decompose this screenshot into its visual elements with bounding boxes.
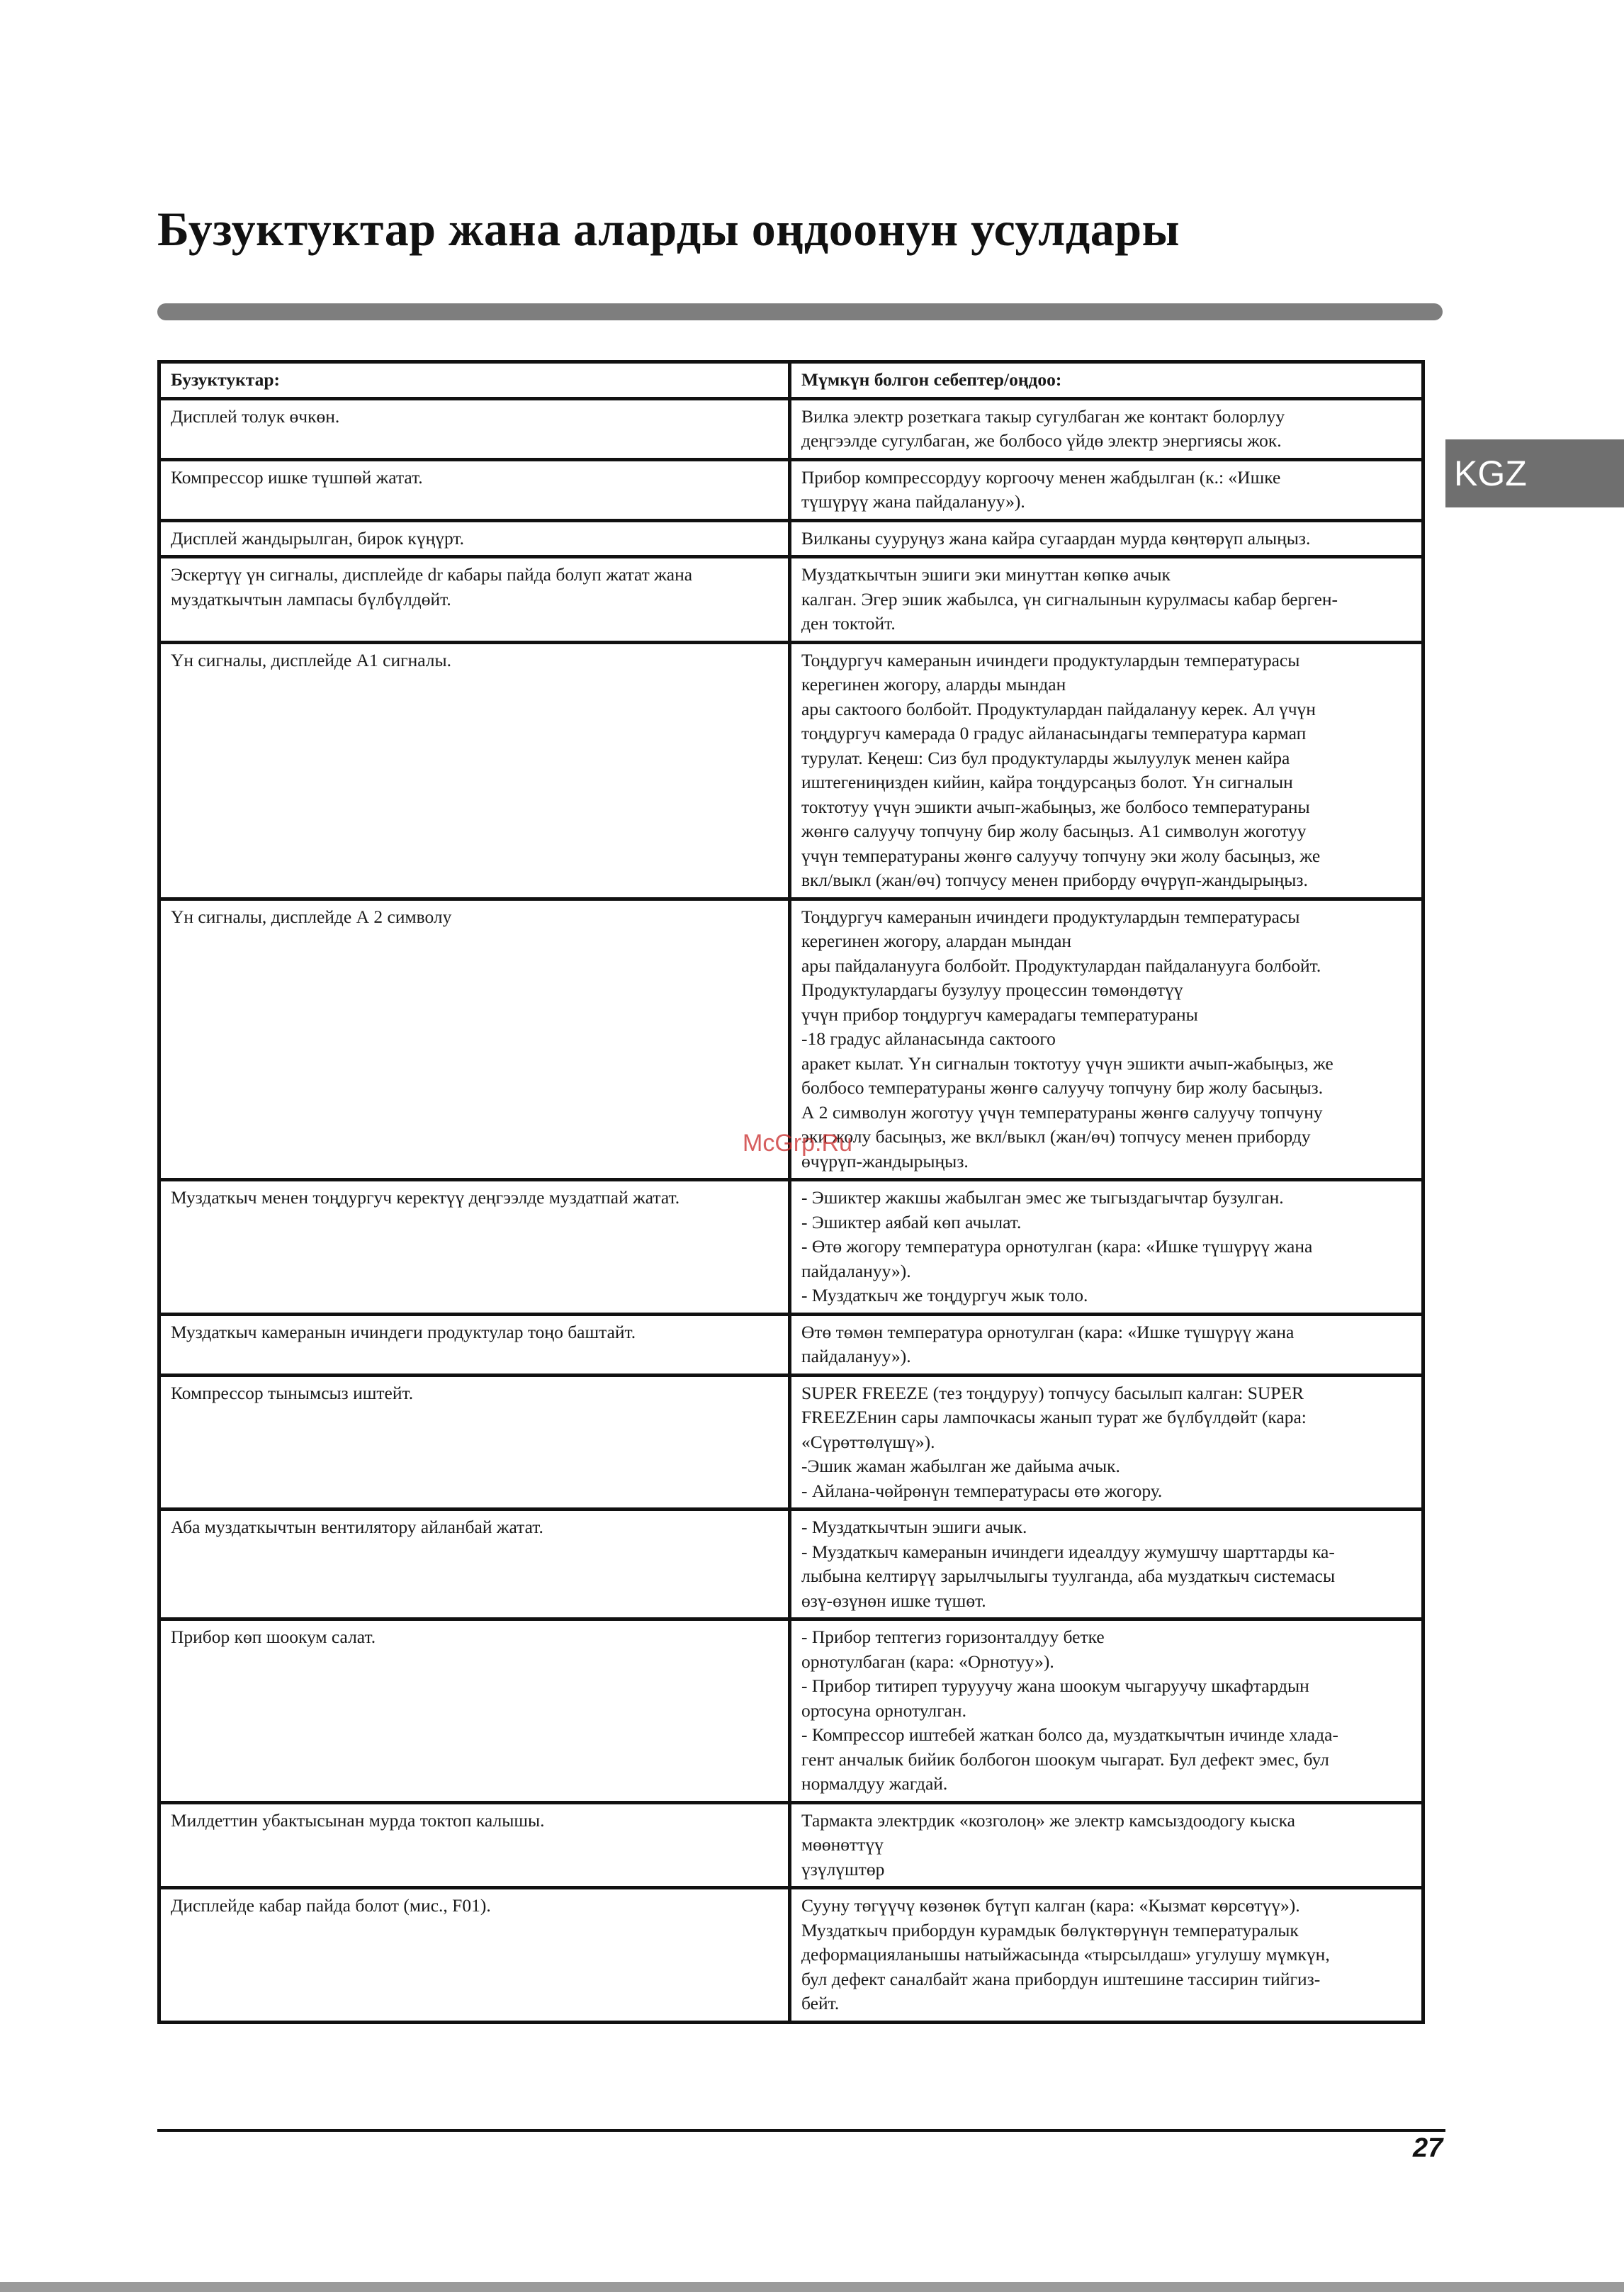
solution-cell: Тармакта электрдик «козголоң» же электр камсыздоодогу кыска мөөнөттүү үзүлүштөр: [790, 1802, 1423, 1888]
table-row: [159, 557, 1423, 643]
table-row: [159, 642, 1423, 899]
table-row: [159, 1619, 1423, 1803]
table-header-row: [159, 362, 1423, 399]
problem-cell: Муздаткыч камеранын ичиндеги продуктулар тоңо баштайт.: [159, 1314, 790, 1375]
solution-cell: Өтө төмөн температура орнотулган (кара: «Ишке түшүрүү жана пайдалануу»).: [790, 1314, 1423, 1375]
solution-cell: SUPER FREEZE (тез тоңдуруу) топчусу басылып калган: SUPER FREEZEнин сары лампочкасы жанып турат же бүлбүлдөйт (кара: «Сүрөттөлүшү»). -Эшик жаман жабылган же дайыма ачык. - Айлана-чөйрөнүн температурасы өтө жогору.: [790, 1375, 1423, 1510]
problem-cell: Үн сигналы, дисплейде А 2 символу: [159, 899, 790, 1180]
solution-cell: - Эшиктер жакшы жабылган эмес же тыгыздагычтар бузулган. - Эшиктер аябай көп ачылат. - Өтө жогору температура орнотулган (кара: «Ишке түшүрүү жана пайдалануу»). - Муздаткыч же тоңдургуч жык толо.: [790, 1180, 1423, 1315]
table-row: [159, 1888, 1423, 2023]
problem-cell: Эскертүү үн сигналы, дисплейде dr кабары пайда болуп жатат жана муздаткычтын лампасы бүлбүлдөйт.: [159, 557, 790, 643]
solution-cell: - Муздаткычтын эшиги ачык. - Муздаткыч камеранын ичиндеги идеалдуу жумушчу шарттарды ка- лыбына келтирүү зарылчылыгы туулганда, аба муздаткыч системасы өзү-өзүнөн ишке түшөт.: [790, 1510, 1423, 1619]
solution-cell: Вилканы сууруңуз жана кайра сугаардан мурда көңтөрүп алыңыз.: [790, 520, 1423, 557]
troubleshooting-table: [157, 360, 1425, 2024]
solution-cell: Тоңдургуч камеранын ичиндеги продуктулардын температурасы керегинен жогору, алардан мындан ары пайдаланууга болбойт. Продуктулардан пайдаланууга болбойт. Продуктулардагы бузулуу процессин төмөндөтүү үчүн прибор тоңдургуч камерадагы температураны -18 градус айланасында сактоого аракет кылат. Үн сигналын токтотуу үчүн эшикти ачып-жабыңыз, же болбосо температураны жөнгө салуучу топчуну бир жолу басыңыз. А 2 символун жоготуу үчүн температураны жөнгө салуучу топчуну эки жолу басыңыз, же вкл/выкл (жан/өч) топчусу менен приборду өчүрүп-жандырыңыз.: [790, 899, 1423, 1180]
scan-edge: [0, 2282, 1624, 2292]
table-row: [159, 1314, 1423, 1375]
table-row: [159, 1510, 1423, 1619]
table-row: [159, 520, 1423, 557]
footer-rule: [157, 2129, 1445, 2132]
language-tab: KGZ: [1445, 439, 1624, 507]
table-row: [159, 1802, 1423, 1888]
table-row: [159, 1180, 1423, 1315]
problem-cell: Компрессор ишке түшпөй жатат.: [159, 459, 790, 520]
column-header-problems: Бузуктуктар:: [159, 362, 790, 399]
solution-cell: Вилка электр розеткага такыр сугулбаган же контакт болорлуу деңгээлде сугулбаган, же болбосо үйдө электр энергиясы жок.: [790, 398, 1423, 459]
page-number: 27: [1413, 2133, 1443, 2163]
problem-cell: Компрессор тынымсыз иштейт.: [159, 1375, 790, 1510]
problem-cell: Милдеттин убактысынан мурда токтоп калышы.: [159, 1802, 790, 1888]
solution-cell: Прибор компрессордуу коргоочу менен жабдылган (к.: «Ишке түшүрүү жана пайдалануу»).: [790, 459, 1423, 520]
problem-cell: Дисплейде кабар пайда болот (мис., F01).: [159, 1888, 790, 2023]
page-title: Бузуктуктар жана аларды оңдоонун усулдары: [157, 201, 1180, 256]
problem-cell: Дисплей жандырылган, бирок күңүрт.: [159, 520, 790, 557]
table-row: [159, 459, 1423, 520]
problem-cell: Муздаткыч менен тоңдургуч керектүү деңгээлде муздатпай жатат.: [159, 1180, 790, 1315]
solution-cell: Тоңдургуч камеранын ичиндеги продуктулардын температурасы керегинен жогору, аларды мындан ары сактоого болбойт. Продуктулардан пайдалануу керек. Ал үчүн тоңдургуч камерада 0 градус айланасындагы температура кармап турулат. Кеңеш: Сиз бул продуктуларды жылуулук менен кайра иштегениңизден кийин, кайра тоңдурсаңыз болот. Үн сигналын токтотуу үчүн эшикти ачып-жабыңыз, же болбосо температураны жөнгө салуучу топчуну бир жолу басыңыз. А1 символун жоготуу үчүн температураны жөнгө салуучу топчуну эки жолу басыңыз, же вкл/выкл (жан/өч) топчусу менен приборду өчүрүп-жандырыңыз.: [790, 642, 1423, 899]
table-row: [159, 1375, 1423, 1510]
title-divider-bar: [157, 303, 1443, 320]
solution-cell: - Прибор тептегиз горизонталдуу бетке орнотулбаган (кара: «Орнотуу»). - Прибор титиреп турууучу жана шоокум чыгаруучу шкафтардын ортосуна орнотулган. - Компрессор иштебей жаткан болсо да, муздаткычтын ичинде хлада- гент анчалык бийик болбогон шоокум чыгарат. Бул дефект эмес, бул нормалдуу жагдай.: [790, 1619, 1423, 1803]
problem-cell: Прибор көп шоокум салат.: [159, 1619, 790, 1803]
solution-cell: Муздаткычтын эшиги эки минуттан көпкө ачык калган. Эгер эшик жабылса, үн сигналынын курулмасы кабар берген- ден токтойт.: [790, 557, 1423, 643]
table-row: [159, 398, 1423, 459]
solution-cell: Сууну төгүүчү көзөнөк бүтүп калган (кара: «Кызмат көрсөтүү»). Муздаткыч прибордун курамдык бөлүктөрүнүн температуралык деформацияланышы натыйжасында «тырсылдаш» угулушу мүмкүн, бул дефект саналбайт жана прибордун иштешине тассирин тийгиз- бейт.: [790, 1888, 1423, 2023]
problem-cell: Дисплей толук өчкөн.: [159, 398, 790, 459]
problem-cell: Аба муздаткычтын вентилятору айланбай жатат.: [159, 1510, 790, 1619]
column-header-solutions: Мүмкүн болгон себептер/оңдоо:: [790, 362, 1423, 399]
watermark: McGrp.Ru: [743, 1130, 852, 1157]
table-body: [159, 398, 1423, 2022]
problem-cell: Үн сигналы, дисплейде А1 сигналы.: [159, 642, 790, 899]
